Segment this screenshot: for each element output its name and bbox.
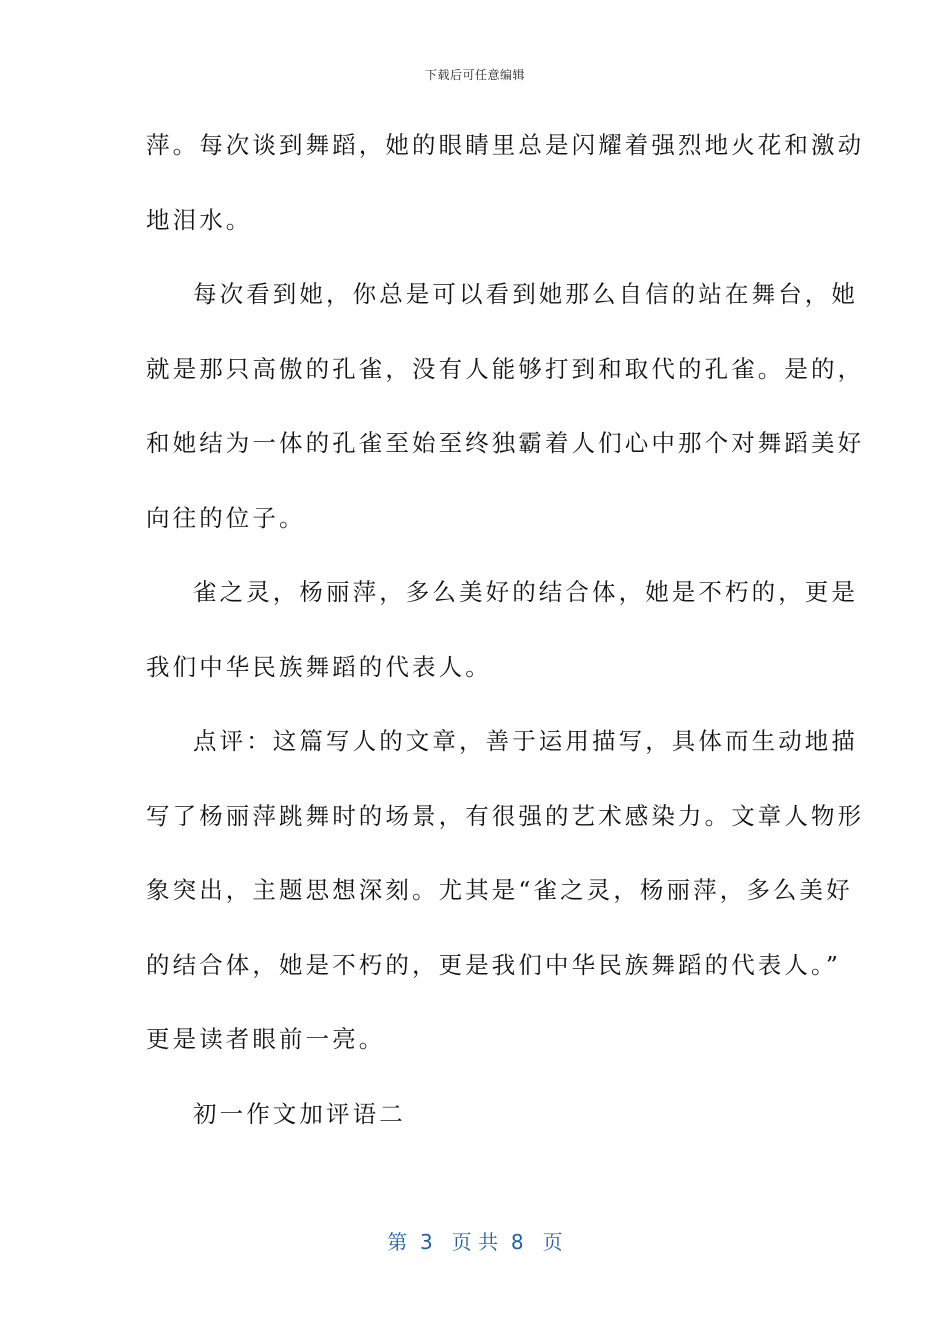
body-line: 写了杨丽萍跳舞时的场景，有很强的艺术感染力。文章人物形 (146, 801, 865, 830)
header-note: 下载后可任意编辑 (424, 68, 525, 82)
body-line: 萍。每次谈到舞蹈，她的眼睛里总是闪耀着强烈地火花和激动 (146, 131, 865, 159)
document-body (146, 122, 865, 1165)
body-line: 和她结为一体的孔雀至始至终独霸着人们心中那个对舞蹈美好 (146, 429, 865, 457)
body-line: 象突出，主题思想深刻。尤其是“雀之灵，杨丽萍，多么美好 (146, 876, 853, 904)
body-line: 更是读者眼前一亮。 (146, 1025, 386, 1053)
body-line: 每次看到她，你总是可以看到她那么自信的站在舞台，她 (193, 280, 858, 308)
page-number: 第 3 页 共 8 页 (387, 1230, 563, 1254)
body-line: 雀之灵，杨丽萍，多么美好的结合体，她是不朽的，更是 (193, 578, 858, 606)
body-line: 我们中华民族舞蹈的代表人。 (146, 652, 492, 681)
body-line: 地泪水。 (146, 205, 253, 234)
body-line: 向往的位子。 (146, 503, 306, 532)
body-line: 点评：这篇写人的文章，善于运用描写，具体而生动地描 (193, 727, 858, 755)
section-heading: 初一作文加评语二 (193, 1099, 406, 1128)
body-line: 就是那只高傲的孔雀，没有人能够打到和取代的孔雀。是的， (146, 354, 865, 383)
body-line: 的结合体，她是不朽的，更是我们中华民族舞蹈的代表人。” (146, 950, 841, 979)
